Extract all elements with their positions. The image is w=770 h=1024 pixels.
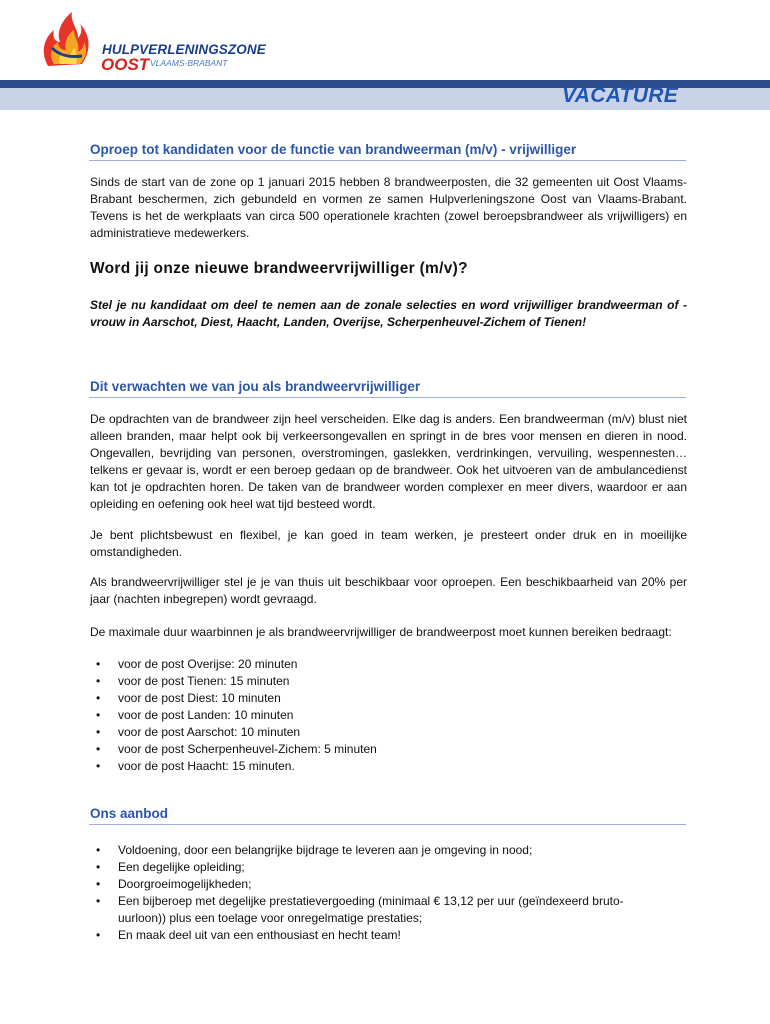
expect-paragraph-3: Als brandweervrijwilliger stel je je van thuis uit beschikbaar voor oproepen. Een beschikbaarheid van 20% per jaar (nachten inbegrepen) wordt gevraagd.: [90, 575, 687, 606]
list-item: • voor de post Scherpenheuvel-Zichem: 5 minuten: [90, 741, 377, 758]
list-item: • Een bijberoep met degelijke prestatievergoeding (minimaal € 13,12 per uur (geïndexeerd bruto-uurloon)) plus een toelage voor onregelmatige prestaties;: [90, 893, 650, 927]
question-intro: Stel je nu kandidaat om deel te nemen aan de zonale selecties en word vrijwilliger brandweerman of -vrouw in Aarschot, Diest, Haacht, Landen, Overijse, Scherpenheuvel-Zichem of Tienen!: [90, 298, 687, 329]
post-response-list: [90, 656, 377, 775]
offer-heading: Ons aanbod: [90, 806, 169, 821]
list-item: • voor de post Aarschot: 10 minuten: [90, 724, 377, 741]
list-item: • voor de post Diest: 10 minuten: [90, 690, 377, 707]
logo-subtitle: OOST: [101, 55, 150, 74]
list-item: • voor de post Haacht: 15 minuten.: [90, 758, 377, 775]
vacancy-banner: [0, 80, 770, 110]
list-item: • En maak deel uit van een enthousiast en hecht team!: [90, 927, 650, 944]
list-item: • voor de post Landen: 10 minuten: [90, 707, 377, 724]
logo-region: VLAAMS-BRABANT: [150, 58, 228, 68]
expect-heading: Dit verwachten we van jou als brandweervrijwilliger: [90, 379, 421, 394]
banner-title: VACATURE: [562, 84, 678, 107]
list-item: • voor de post Tienen: 15 minuten: [90, 673, 377, 690]
flame-icon: [38, 8, 98, 70]
list-item: • Doorgroeimogelijkheden;: [90, 876, 650, 893]
expect-paragraph-1: De opdrachten van de brandweer zijn heel verscheiden. Elke dag is anders. Een brandweerman (m/v) blust niet alleen branden, maar helpt ook bij verkeersongevallen en springt in de bres voor mensen en dieren in nood. Ongevallen, bevrijding van personen, overstromingen, gaslekken, verdrinkingen, vervuiling, wespennesten… telkens er gevaar is, wordt er een beroep gedaan op de brandweer. Ook het uitvoeren van de ambulancedienst kan tot je opdrachten horen. De taken van de brandweer worden complexer en meer divers, waardoor er aan opleiding en oefening ook heel wat tijd besteed wordt.: [90, 412, 687, 511]
call-heading: Oproep tot kandidaten voor de functie van brandweerman (m/v) - vrijwilliger: [90, 142, 577, 157]
zone-logo: [38, 8, 266, 74]
call-body: Sinds de start van de zone op 1 januari 2015 hebben 8 brandweerposten, die 32 gemeenten uit Oost Vlaams-Brabant beschermen, zich gebundeld en vormen ze samen Hulpverleningszone Oost van Vlaams-Brabant. Tevens is het de werkplaats van circa 500 operationele krachten (zowel beroepsbrandweer als vrijwilligers) en administratieve medewerkers.: [90, 175, 687, 240]
expect-paragraph-2: Je bent plichtsbewust en flexibel, je kan goed in team werken, je presteert onder druk en in moeilijke omstandigheden.: [90, 528, 687, 559]
list-item: • voor de post Overijse: 20 minuten: [90, 656, 377, 673]
expect-paragraph-4: De maximale duur waarbinnen je als brandweervrijwilliger de brandweerpost moet kunnen bereiken bedraagt:: [90, 625, 672, 639]
section-divider: [89, 397, 686, 398]
question-heading: Word jij onze nieuwe brandweervrijwilliger (m/v)?: [90, 260, 468, 277]
list-item: • Voldoening, door een belangrijke bijdrage te leveren aan je omgeving in nood;: [90, 842, 650, 859]
logo-title: HULPVERLENINGSZONE: [102, 42, 266, 57]
list-item: • Een degelijke opleiding;: [90, 859, 650, 876]
offer-list: [90, 842, 650, 944]
section-divider: [89, 824, 686, 825]
section-divider: [89, 160, 686, 161]
